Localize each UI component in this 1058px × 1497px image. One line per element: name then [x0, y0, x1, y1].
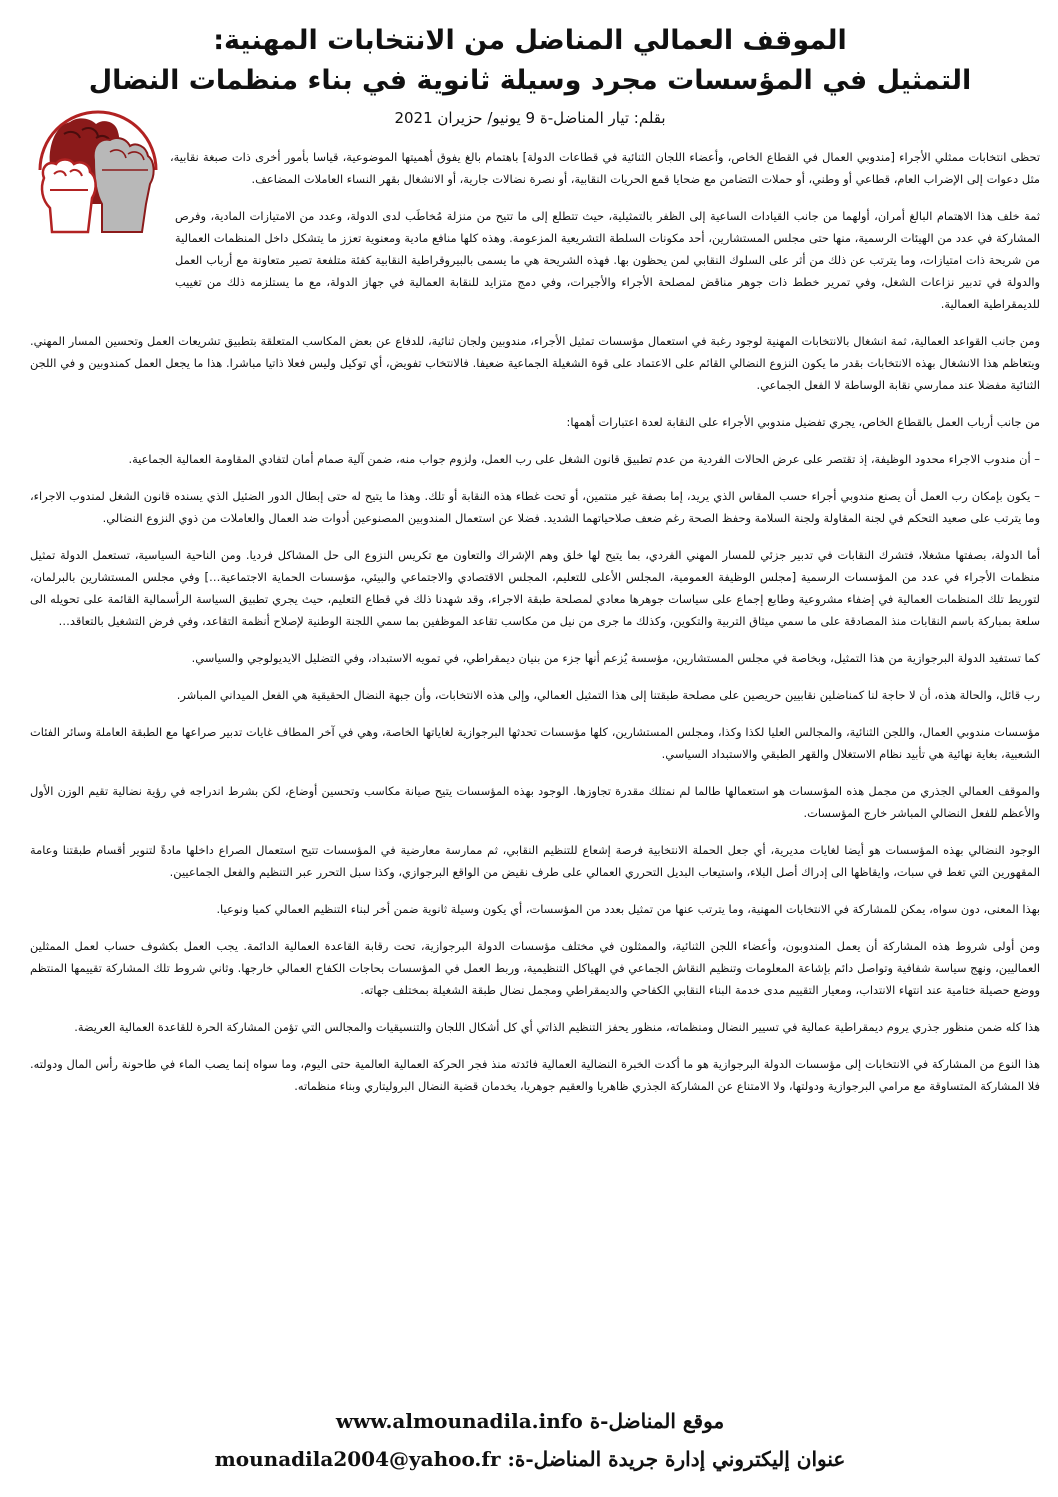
article-paragraph: – يكون بإمكان رب العمل أن يصنع مندوبي أجراء حسب المقاس الذي يريد، إما بصفة غير منتمين، أو تحت غطاء هذه النقابة أو تلك. وهذا ما يتيح له حتى إبطال الدور الضئيل الذي يسنده قانون الشغل لمندوب الاجراء، وما يترتب على صعيد التحكم في لجنة المقاولة ولجنة السلامة وحفظ الصحة رغم ضعف صلاحياتهما الشديد. فضلا عن استعمال المندوبين المصنوعين أدوات ضد العمال والعاملات من ذوي النزوع النضالي.: [30, 489, 1040, 525]
email-label: عنوان إليكتروني إدارة جريدة المناضل-ة:: [507, 1447, 846, 1471]
article-paragraph: أما الدولة، بصفتها مشغلا، فتشرك النقابات في تدبير جزئي للمسار المهني الفردي، بما يتيح لها خلق وهم الإشراك والتعاون مع تكريس النزوع الى حل المشاكل فرديا. ومن الناحية السياسية، تستعمل الدولة تمثيل منظمات الأجراء في عدد من المؤسسات الرسمية [مجلس الوظيفة العمومية، المجلس الأعلى للتعليم، المجلس الاقتصادي والاجتماعي والبيئي، مؤسسات الحماية الاجتماعية…] وفي مجلس المستشارين بالبرلمان، لتوريط تلك المنظمات العمالية في إضفاء مشروعية وطابع إجماع على سياسات جوهرها معادي لمصلحة طبقة الاجراء، وقد شهدنا ذلك في قطاع التعليم، حيث يجري تطبيق السياسة الرأسمالية القائمة على تحويله الى سلعة بمباركة باسم النقابات منذ المصادقة على ما سمي ميثاق التربية والتكوين، وكذلك ما جرى من نيل من مكاسب تقاعد الموظفين بما سمي اللجنة الوطنية لإصلاح أنظمة التقاعد، وفي فرض التشغيل بالتعاقد…: [30, 548, 1040, 628]
article-paragraph: الوجود النضالي بهذه المؤسسات هو أيضا لغايات مديرية، أي جعل الحملة الانتخابية فرصة إشعاع للتنظيم النقابي، ثم ممارسة معارضية في المؤسسات تتيح استعمال الصراع داخلها مادةً لتنوير أقسام طبقتنا وعامة المقهورين التي تغط في سبات، وايقاظها الى إدراك أصل البلاء، واستيعاب البديل التحرري العمالي على طرف نقيض من الواقع البرجوازي، وكذا سبل التحرر عبر التنظيم والفعل الجماعيين.: [30, 843, 1040, 879]
document-title-line-2: التمثيل في المؤسسات مجرد وسيلة ثانوية في بناء منظمات النضال: [88, 65, 972, 96]
article-paragraph: – أن مندوب الاجراء محدود الوظيفة، إذ تقتصر على عرض الحالات الفردية من عدم تطبيق قانون الشغل على رب العمل، ولزوم جواب منه، ضمن آلية صمام أمان لتفادي المقاومة العمالية الجماعية.: [128, 452, 1040, 466]
article-paragraph: ومن أولى شروط هذه المشاركة أن يعمل المندوبون، وأعضاء اللجن الثنائية، والممثلون في مختلف مؤسسات الدولة البرجوازية، تحت رقابة القاعدة العمالية الدائمة. يجب العمل بكشوف حساب لعمل الممثلين العماليين، ونهج سياسة شفافية وتواصل دائم بإشاعة المعلومات وتنظيم النقاش الجماعي في الهياكل التنظيمية، وربط العمل في المؤسسات بحاجات الكفاح العمالي خارجها. وثاني شروط تلك المشاركة تقييمها المنتظم ووضع حصيلة ختامية عند انتهاء الانتداب، ومعيار التقييم مدى خدمة البناء النقابي الكفاحي والديمقراطي ومجمل نضال طبقة الشغيلة بمختلف جهاته.: [30, 939, 1040, 997]
footer-website: [120, 1408, 940, 1434]
article-paragraph: بهذا المعنى، دون سواه، يمكن للمشاركة في الانتخابات المهنية، وما يترتب عنها من تمثيل بعدد من المؤسسات، أي يكون وسيلة ثانوية ضمن أخر لبناء التنظيم العمالي كميا ونوعيا.: [216, 902, 1040, 916]
article-paragraph: مؤسسات مندوبي العمال، واللجن الثنائية، والمجالس العليا لكذا وكذا، ومجلس المستشارين، كلها مؤسسات تحدثها البرجوازية لغاياتها الخاصة، وهي في آخر المطاف غايات تدبير صراعها مع الطبقة العاملة وسائر الفئات الشعبية، بغاية نهائية هي تأبيد نظام الاستغلال والقهر الطبقي والاستبداد السياسي.: [30, 725, 1040, 761]
article-paragraph: ومن جانب القواعد العمالية، ثمة انشغال بالانتخابات المهنية لوجود رغبة في استعمال مؤسسات تمثيل الأجراء، مندوبين ولجان ثنائية، للدفاع عن بعض المكاسب المتعلقة بتطبيق تشريعات العمل وتحسين المسار المهني. ويتعاظم هذا الانشغال بهذه الانتخابات بقدر ما يكون النزوع النضالي القائم على الاعتماد على قوة الشغيلة الجماعية ضعيفا. فالانتخاب تفويض، أي توكيل وليس فعلا ذاتيا مباشرا. هذا ما يجعل العمل كمندوبين و في اللجن الثنائية مفضلا عند ممارسي نقابة الوساطة لا الفعل الجماعي.: [30, 334, 1040, 392]
document-title-line-1: الموقف العمالي المناضل من الانتخابات المهنية:: [213, 25, 847, 56]
footer-email: [120, 1446, 940, 1472]
article-paragraph: هذا كله ضمن منظور جذري يروم ديمقراطية عمالية في تسيير النضال ومنظماته، منظور يحفز التنظيم الذاتي أي كل أشكال اللجان والتنسيقيات والمجالس التي تؤمن المشاركة الحرة للقاعدة العمالية العريضة.: [74, 1020, 1040, 1034]
email-link[interactable]: mounadila2004@yahoo.fr: [214, 1447, 501, 1471]
article-paragraph: كما تستفيد الدولة البرجوازية من هذا التمثيل، وبخاصة في مجلس المستشارين، مؤسسة يُزعم أنها جزء من بنيان ديمقراطي، في تمويه الاستبداد، وفي التضليل الايديولوجي والسياسي.: [191, 651, 1040, 665]
website-label: موقع المناضل-ة: [589, 1409, 725, 1433]
website-url-link[interactable]: www.almounadila.info: [335, 1409, 583, 1433]
article-paragraph: ثمة خلف هذا الاهتمام البالغ أمران، أولهما من جانب القيادات الساعية إلى الظفر بالتمثيلية، حيث تتطلع إلى ما تتيح من منزلة مُخاطَب لدى الدولة، وعدد من الامتيازات المادية، وفرص المشاركة في عدد من الهيئات الرسمية، منها حتى مجلس المستشارين، أحد مكونات السلطة التشريعية المزعومة. وهذه كلها منافع مادية ومعنوية تعزز ما يتشكل داخل المنظمات العمالية من شريحة ذات امتيازات، وما يترتب عن ذلك من أثر على السلوك النقابي لمن يحظون بها. فهذه الشريحة هي ما يسمى بالبيروقراطية النقابية كفئة متلفعة تصير متعاونة مع أرباب العمل والدولة في تدبير نزاعات الشغل، وفي تمرير خطط ذات جوهر مناقض لمصلحة الأجراء والأجيرات، وفي دمج متزايد للنقابة العمالية في جهاز الدولة، مع ما يستلزمه ذلك من تغييب للديمقراطية العمالية.: [175, 209, 1040, 311]
article-paragraph: والموقف العمالي الجذري من مجمل هذه المؤسسات هو استعمالها طالما لم نمتلك مقدرة تجاوزها. الوجود بهذه المؤسسات يتيح صيانة مكاسب وتحسين أوضاع، لكن بشرط اندراجه في رؤية نضالية تقيم الوزن الأول والأعظم للفعل النضالي المباشر خارج المؤسسات.: [30, 784, 1040, 820]
article-paragraph: رب قائل، والحالة هذه، أن لا حاجة لنا كمناضلين نقابيين حريصين على مصلحة طبقتنا إلى هذا التمثيل العمالي، وإلى هذه الانتخابات، وأن جبهة النضال الحقيقية هي الفعل الميداني المباشر.: [176, 688, 1040, 702]
byline: بقلم: تيار المناضل-ة 9 يونيو/ حزيران 2021: [394, 109, 666, 127]
article-paragraph: تحظى انتخابات ممثلي الأجراء [مندوبي العمال في القطاع الخاص، وأعضاء اللجان الثنائية في قطاعات الدولة] باهتمام بالغ يفوق أهميتها الموضوعية، قياسا بأمور أخرى ذات صبغة نقابية، مثل دعوات إلى الإضراب العام، قطاعي أو وطني، أو حملات التضامن مع ضحايا قمع الحريات النقابية، أو نصرة نضالات جارية، أو الانشغال بقهر النساء العاملات المضاعف.: [170, 150, 1040, 186]
article-body: [30, 146, 1040, 1112]
article-paragraph: من جانب أرباب العمل بالقطاع الخاص، يجري تفضيل مندوبي الأجراء على النقابة لعدة اعتبارات أهمها:: [566, 415, 1040, 429]
article-paragraph: هذا النوع من المشاركة في الانتخابات إلى مؤسسات الدولة البرجوازية هو ما أكدت الخبرة النضالية العمالية فائدته منذ فجر الحركة العمالية العالمية حتى اليوم، وما سواه إنما يصب الماء في طاحونة رأس المال ودولته. فلا المشاركة المتساوقة مع مرامي البرجوازية ودولتها، ولا الامتناع عن المشاركة الجذري ظاهريا والعقيم جوهريا، يخدمان قضية النضال البروليتاري وبناء منظماته.: [30, 1057, 1040, 1093]
